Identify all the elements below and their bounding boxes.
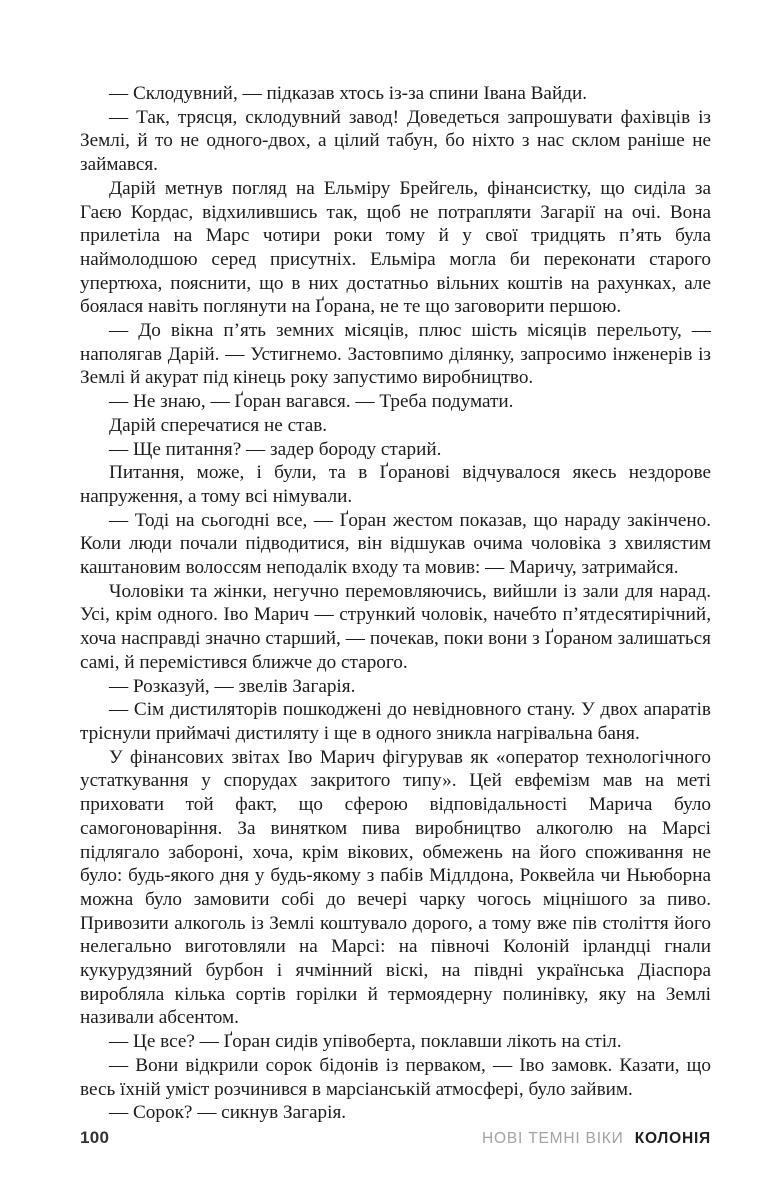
paragraph: — Сорок? — сикнув Загарія. <box>109 1102 347 1124</box>
paragraph: — Вони відкрили сорок бідонів із перваком, — Іво замовк. Казати, що весь їхній уміст розчинився в марсіанській атмосфері, було зайвим. <box>80 1054 711 1100</box>
paragraph: Чоловіки та жінки, негучно перемовляючись, вийшли із зали для нарад. Усі, крім одного. Іво Марич — стрункий чоловік, начебто п’ятдесятирічний, хоча насправді значно старший, — почекав, поки вони з Ґораном залишаться самі, й перемістився ближче до старого. <box>80 580 711 673</box>
book-title: КОЛОНІЯ <box>634 1130 711 1147</box>
page-number: 100 <box>80 1128 110 1147</box>
paragraph: — Розказуй, — звелів Загарія. <box>109 675 356 697</box>
running-footer <box>482 1130 711 1148</box>
paragraph: Питання, може, і були, та в Ґоранові відчувалося якесь нездорове напруження, а тому всі німували. <box>80 462 711 507</box>
paragraph: — Так, трясця, склодувний завод! Доведеться запрошувати фахівців із Землі, й то не одного-двох, а цілий табун, бо ніхто з нас склом раніше не займався. <box>80 106 711 176</box>
paragraph: — Не знаю, — Ґоран вагався. — Треба подумати. <box>109 391 514 413</box>
paragraph: У фінансових звітах Іво Марич фігурував як «оператор технологічного устаткування у спорудах закритого типу». Цей евфемізм мав на меті приховати той факт, що сферою відповідальності Марича було самогоноваріння. За винятком пива виробництво алкоголю на Марсі підлягало забороні, хоча, крім вікових, обмежень на його споживання не було: будь-якого дня у будь-якому з пабів Мідлдона, Роквейла чи Ньюборна можна було замовити собі до вечері чарку чогось міцнішого за пиво. Привозити алкоголь із Землі коштувало дорого, а тому вже пів століття його нелегально виготовляли на Марсі: на півночі Колоній ірландці гнали кукурудзяний бурбон і ячмінний віскі, на півдні українська Діаспора виробляла кілька сортів горілки й термоядерну полинівку, яку на Землі називали абсентом. <box>80 746 711 1029</box>
paragraph: — Сім дистиляторів пошкоджені до невідновного стану. У двох апаратів тріснули приймачі дистиляту і ще в одного зникла нагрівальна баня. <box>80 699 711 744</box>
paragraph: Дарій сперечатися не став. <box>109 414 328 436</box>
page-text <box>80 82 711 1125</box>
series-title: НОВІ ТЕМНІ ВІКИ <box>482 1130 624 1147</box>
paragraph: — Склодувний, — підказав хтось із-за спини Івана Вайди. <box>109 83 588 104</box>
paragraph: Дарій метнув погляд на Ельміру Брейгель, фінансистку, що сиділа за Гаєю Кордас, відхилившись так, щоб не потрапляти Загарії на очі. Вона прилетіла на Марс чотири роки тому й у свої тридцять п’ять була наймолодшою серед присутніх. Ельміра могла би переконати старого упертюха, пояснити, що в них достатньо вільних коштів на рахунках, але боялася навіть поглянути на Ґорана, не те що заговорити першою. <box>80 177 711 318</box>
paragraph: — Це все? — Ґоран сидів упівоберта, поклавши лікоть на стіл. <box>109 1031 622 1053</box>
page-footer <box>80 1128 711 1148</box>
paragraph: — До вікна п’ять земних місяців, плюс шість місяців перельоту, — наполягав Дарій. — Устигнемо. Застовпимо ділянку, запросимо інженерів із Землі й акурат під кінець року запустимо виробництво. <box>80 320 711 389</box>
paragraph: — Тоді на сьогодні все, — Ґоран жестом показав, що нараду закінчено. Коли люди почали підводитися, він відшукав очима чоловіка з хвилястим каштановим волоссям неподалік входу та мовив: — Маричу, затримайся. <box>80 509 711 579</box>
paragraph: — Ще питання? — задер бороду старий. <box>109 438 442 460</box>
